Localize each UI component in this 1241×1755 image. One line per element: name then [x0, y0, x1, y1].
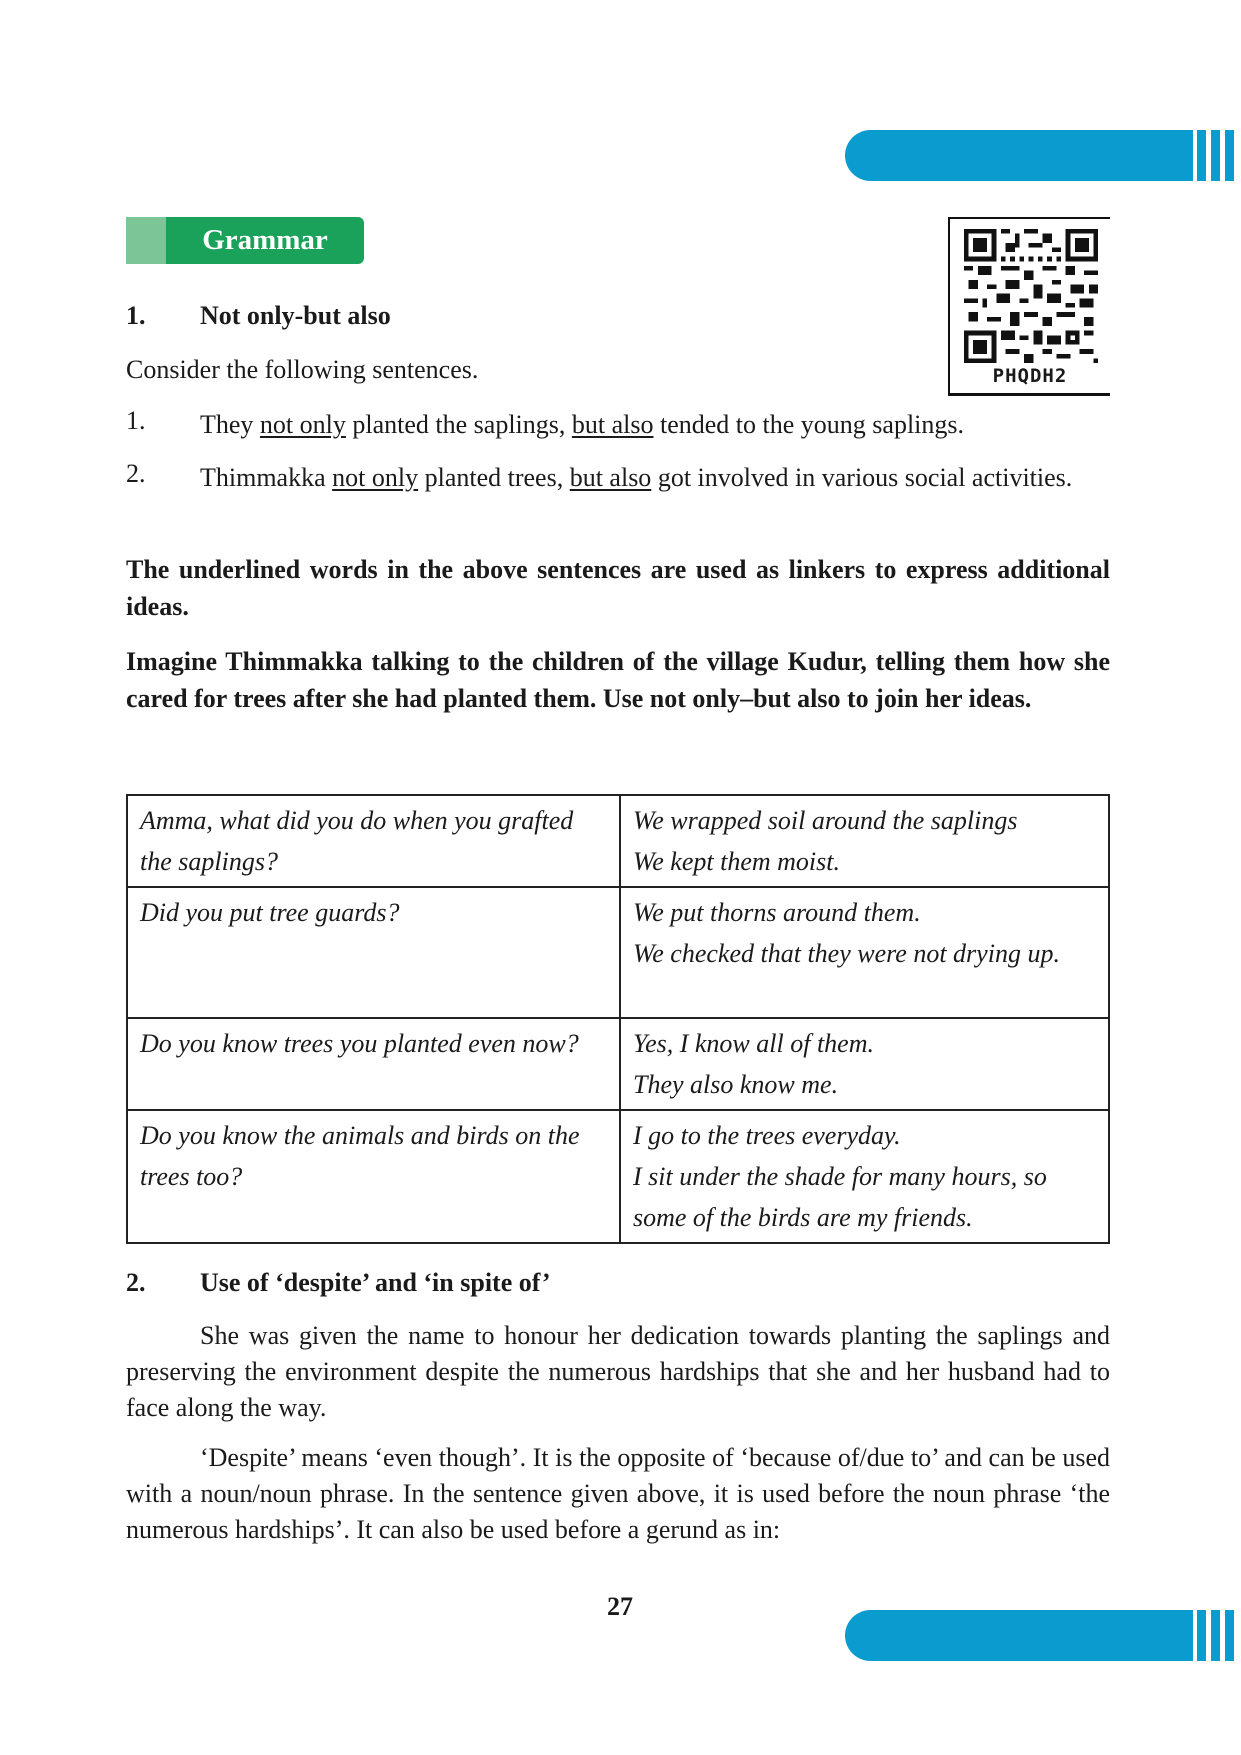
underlined-linker: not only: [259, 410, 346, 439]
table-row: [127, 795, 1109, 887]
section-tab-label: Grammar: [202, 224, 328, 256]
example-number: 2.: [126, 459, 146, 488]
linker-note: The underlined words in the above sentences are used as linkers to express additional ideas.: [126, 555, 1110, 621]
question-cell: Do you know trees you planted even now?: [127, 1018, 620, 1110]
answer-cell: Yes, I know all of them. They also know me.: [620, 1018, 1109, 1110]
underlined-linker: but also: [571, 410, 654, 439]
question-cell: Do you know the animals and birds on the trees too?: [127, 1110, 620, 1243]
qr-code-icon: [964, 229, 1098, 363]
bottom-bar-stripe: [1211, 1610, 1220, 1661]
qr-code-caption: PHQDH2: [992, 365, 1068, 387]
top-bar-stripe: [1211, 130, 1220, 181]
top-decorative-bar: [845, 130, 1193, 181]
page-number: 27: [607, 1592, 633, 1621]
table-row: [127, 1110, 1109, 1243]
underlined-linker: not only: [332, 463, 419, 492]
answer-cell: We put thorns around them. We checked that they were not drying up.: [620, 887, 1109, 1018]
section1-title: Not only-but also: [200, 301, 391, 330]
task-instructions: Imagine Thimmakka talking to the children of the village Kudur, telling them how she cared for trees after she had planted them. Use not only–but also to join her ideas.: [126, 647, 1110, 713]
section-tab-accent: [126, 217, 166, 264]
example-sentence: They not only planted the saplings, but also tended to the young saplings.: [200, 410, 965, 439]
section1-number: 1.: [126, 301, 146, 330]
example-sentence: Thimmakka not only planted trees, but also got involved in various social activities.: [200, 463, 1073, 492]
bottom-bar-stripe: [1197, 1610, 1206, 1661]
section1-intro: Consider the following sentences.: [126, 355, 479, 384]
question-cell: Did you put tree guards?: [127, 887, 620, 1018]
underlined-linker: but also: [569, 463, 652, 492]
bottom-decorative-bar: [845, 1610, 1193, 1661]
table-row: [127, 1018, 1109, 1110]
answer-cell: I go to the trees everyday. I sit under the shade for many hours, so some of the birds are my friends.: [620, 1110, 1109, 1243]
example-number: 1.: [126, 406, 146, 435]
table-row: [127, 887, 1109, 1018]
section-tab: [126, 217, 364, 264]
top-bar-stripe: [1197, 130, 1206, 181]
dialogue-table: [126, 794, 1110, 1244]
section2-number: 2.: [126, 1268, 146, 1297]
section2-title: Use of ‘despite’ and ‘in spite of’: [200, 1268, 551, 1297]
question-cell: Amma, what did you do when you grafted the saplings?: [127, 795, 620, 887]
top-bar-stripe: [1225, 130, 1234, 181]
bottom-bar-stripe: [1225, 1610, 1234, 1661]
section2-paragraph: She was given the name to honour her dedication towards planting the saplings and preserving the environment despite the numerous hardships that she and her husband had to face along the way.: [126, 1321, 1110, 1422]
section2-paragraph: ‘Despite’ means ‘even though’. It is the opposite of ‘because of/due to’ and can be used with a noun/noun phrase. In the sentence given above, it is used before the noun phrase ‘the numerous hardships’. It can also be used before a gerund as in:: [126, 1443, 1110, 1544]
answer-cell: We wrapped soil around the saplings We kept them moist.: [620, 795, 1109, 887]
